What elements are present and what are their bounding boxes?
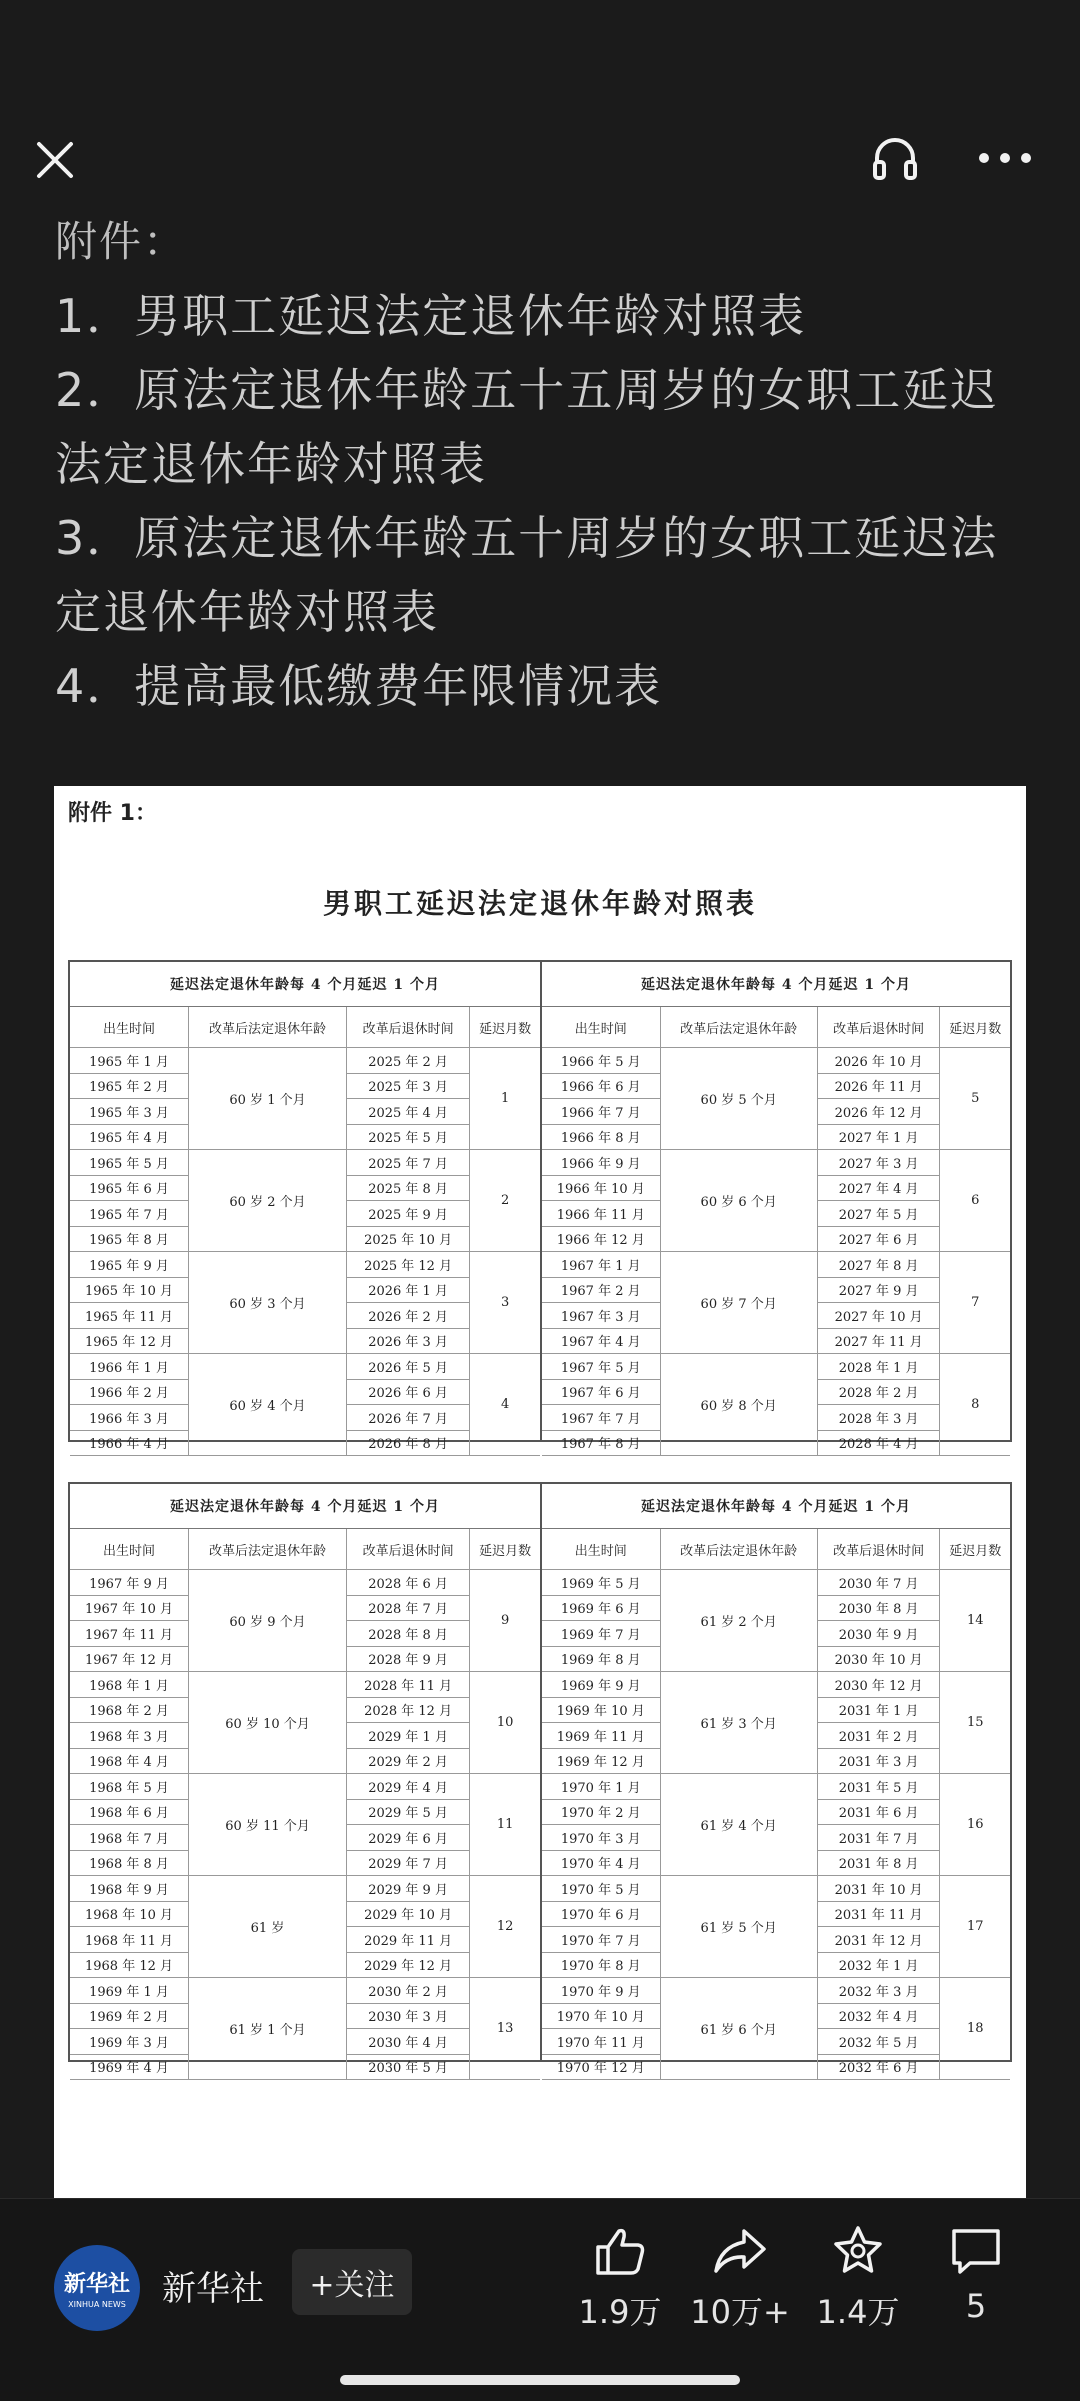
retirement-date-cell: 2031 年 3 月 [817,1748,940,1774]
column-header: 改革后退休时间 [347,1529,470,1570]
retirement-age-cell: 61 岁 4 个月 [660,1774,817,1876]
birth-date-cell: 1968 年 1 月 [70,1672,189,1698]
retirement-date-cell: 2030 年 4 月 [347,2029,470,2055]
table-row [542,1150,1010,1176]
section-header: 延迟法定退休年龄每 4 个月延迟 1 个月 [542,1484,1010,1529]
attachment-item: 2．原法定退休年龄五十五周岁的女职工延迟 [55,363,999,417]
birth-date-cell: 1968 年 2 月 [70,1697,189,1723]
table-block [68,1482,1012,2077]
retirement-date-cell: 2027 年 3 月 [817,1150,940,1176]
delay-months-cell: 6 [940,1150,1010,1252]
birth-date-cell: 1966 年 11 月 [542,1201,660,1227]
birth-date-cell: 1968 年 9 月 [70,1876,189,1902]
birth-date-cell: 1970 年 3 月 [542,1825,660,1851]
column-header: 出生时间 [70,1007,189,1048]
delay-months-cell: 9 [470,1570,540,1672]
birth-date-cell: 1967 年 5 月 [542,1354,660,1380]
retirement-date-cell: 2031 年 10 月 [817,1876,940,1902]
birth-date-cell: 1965 年 10 月 [70,1277,189,1303]
retirement-date-cell: 2027 年 8 月 [817,1252,940,1278]
share-count: 10万+ [690,2293,790,2331]
birth-date-cell: 1968 年 11 月 [70,1927,189,1953]
retirement-date-cell: 2028 年 3 月 [817,1405,940,1431]
like-count: 1.9万 [578,2293,662,2331]
table-row [542,1252,1010,1278]
table-row [542,1048,1010,1074]
retirement-age-cell: 60 岁 8 个月 [660,1354,817,1456]
delay-months-cell: 14 [940,1570,1010,1672]
retirement-age-cell: 61 岁 2 个月 [660,1570,817,1672]
retirement-age-cell: 60 岁 6 个月 [660,1150,817,1252]
retirement-age-cell: 61 岁 [189,1876,347,1978]
birth-date-cell: 1966 年 9 月 [542,1150,660,1176]
column-header: 延迟月数 [470,1007,540,1048]
retirement-date-cell: 2029 年 7 月 [347,1850,470,1876]
birth-date-cell: 1967 年 1 月 [542,1252,660,1278]
birth-date-cell: 1968 年 7 月 [70,1825,189,1851]
delay-months-cell: 16 [940,1774,1010,1876]
birth-date-cell: 1969 年 1 月 [70,1978,189,2004]
close-icon[interactable] [30,130,80,190]
retirement-date-cell: 2027 年 10 月 [817,1303,940,1329]
birth-date-cell: 1965 年 4 月 [70,1124,189,1150]
birth-date-cell: 1967 年 3 月 [542,1303,660,1329]
retirement-age-cell: 60 岁 5 个月 [660,1048,817,1150]
attachment-heading: 附件： [55,217,188,266]
retirement-date-cell: 2027 年 5 月 [817,1201,940,1227]
birth-date-cell: 1970 年 7 月 [542,1927,660,1953]
retirement-date-cell: 2026 年 10 月 [817,1048,940,1074]
retirement-date-cell: 2028 年 2 月 [817,1379,940,1405]
birth-date-cell: 1967 年 8 月 [542,1430,660,1456]
birth-date-cell: 1966 年 10 月 [542,1175,660,1201]
table-row [542,1774,1010,1800]
attachment-item: 4．提高最低缴费年限情况表 [55,659,663,713]
favorite-count: 1.4万 [816,2293,900,2331]
retirement-age-cell: 61 岁 6 个月 [660,1978,817,2080]
retirement-date-cell: 2029 年 4 月 [347,1774,470,1800]
retirement-date-cell: 2025 年 10 月 [347,1226,470,1252]
retirement-date-cell: 2029 年 11 月 [347,1927,470,1953]
retirement-date-cell: 2025 年 9 月 [347,1201,470,1227]
retirement-date-cell: 2025 年 8 月 [347,1175,470,1201]
birth-date-cell: 1966 年 12 月 [542,1226,660,1252]
headphones-icon[interactable] [865,128,925,188]
birth-date-cell: 1965 年 3 月 [70,1099,189,1125]
delay-months-cell: 8 [940,1354,1010,1456]
retirement-date-cell: 2030 年 12 月 [817,1672,940,1698]
section-header: 延迟法定退休年龄每 4 个月延迟 1 个月 [70,962,540,1007]
retirement-age-cell: 60 岁 10 个月 [189,1672,347,1774]
retirement-age-cell: 60 岁 1 个月 [189,1048,347,1150]
retirement-date-cell: 2027 年 9 月 [817,1277,940,1303]
birth-date-cell: 1967 年 11 月 [70,1621,189,1647]
birth-date-cell: 1968 年 6 月 [70,1799,189,1825]
birth-date-cell: 1967 年 2 月 [542,1277,660,1303]
comment-icon [948,2262,1004,2281]
birth-date-cell: 1968 年 10 月 [70,1901,189,1927]
birth-date-cell: 1969 年 9 月 [542,1672,660,1698]
comment-count: 5 [965,2287,987,2325]
birth-date-cell: 1969 年 3 月 [70,2029,189,2055]
table-row [542,1876,1010,1902]
retirement-date-cell: 2028 年 8 月 [347,1621,470,1647]
table-half-left [70,962,542,1453]
retirement-date-cell: 2029 年 2 月 [347,1748,470,1774]
retirement-date-cell: 2028 年 4 月 [817,1430,940,1456]
avatar[interactable] [54,2245,140,2331]
retirement-date-cell: 2028 年 11 月 [347,1672,470,1698]
birth-date-cell: 1969 年 10 月 [542,1697,660,1723]
table-block [68,960,1012,1453]
retirement-date-cell: 2026 年 7 月 [347,1405,470,1431]
birth-date-cell: 1969 年 12 月 [542,1748,660,1774]
delay-months-cell: 1 [470,1048,540,1150]
birth-date-cell: 1965 年 8 月 [70,1226,189,1252]
birth-date-cell: 1970 年 11 月 [542,2029,660,2055]
delay-months-cell: 7 [940,1252,1010,1354]
delay-months-cell: 4 [470,1354,540,1456]
top-bar [0,120,1080,200]
column-header: 延迟月数 [940,1529,1010,1570]
birth-date-cell: 1966 年 2 月 [70,1379,189,1405]
table-header-row [542,1529,1010,1570]
table-row [70,1150,540,1176]
retirement-age-cell: 61 岁 5 个月 [660,1876,817,1978]
table-row [70,1252,540,1278]
retirement-date-cell: 2032 年 3 月 [817,1978,940,2004]
retirement-table [542,1529,1010,2080]
retirement-date-cell: 2028 年 7 月 [347,1595,470,1621]
avatar-logo-subtext: XINHUA NEWS [68,2300,126,2309]
birth-date-cell: 1967 年 10 月 [70,1595,189,1621]
column-header: 改革后退休时间 [817,1007,940,1048]
retirement-date-cell: 2032 年 5 月 [817,2029,940,2055]
account-name[interactable]: 新华社 [162,2269,264,2309]
attachment-item: 3．原法定退休年龄五十周岁的女职工延迟法 [55,511,999,565]
table-half-left [70,1484,542,2077]
retirement-date-cell: 2026 年 1 月 [347,1277,470,1303]
birth-date-cell: 1970 年 9 月 [542,1978,660,2004]
table-half-right [542,1484,1010,2077]
retirement-date-cell: 2025 年 4 月 [347,1099,470,1125]
birth-date-cell: 1965 年 9 月 [70,1252,189,1278]
column-header: 出生时间 [70,1529,189,1570]
birth-date-cell: 1970 年 1 月 [542,1774,660,1800]
retirement-date-cell: 2032 年 4 月 [817,2003,940,2029]
retirement-date-cell: 2030 年 10 月 [817,1646,940,1672]
retirement-age-cell: 61 岁 1 个月 [189,1978,347,2080]
birth-date-cell: 1968 年 8 月 [70,1850,189,1876]
retirement-age-cell: 60 岁 7 个月 [660,1252,817,1354]
retirement-date-cell: 2026 年 11 月 [817,1073,940,1099]
retirement-date-cell: 2025 年 5 月 [347,1124,470,1150]
retirement-table [70,1007,540,1456]
document-title: 男职工延迟法定退休年龄对照表 [322,887,757,920]
bottom-bar [0,2198,1080,2401]
table-header-row [70,1007,540,1048]
delay-months-cell: 11 [470,1774,540,1876]
column-header: 改革后退休时间 [347,1007,470,1048]
retirement-date-cell: 2026 年 6 月 [347,1379,470,1405]
birth-date-cell: 1967 年 9 月 [70,1570,189,1596]
column-header: 延迟月数 [470,1529,540,1570]
retirement-date-cell: 2025 年 7 月 [347,1150,470,1176]
retirement-date-cell: 2026 年 3 月 [347,1328,470,1354]
retirement-date-cell: 2029 年 9 月 [347,1876,470,1902]
table-row [70,1978,540,2004]
birth-date-cell: 1965 年 11 月 [70,1303,189,1329]
retirement-age-cell: 61 岁 3 个月 [660,1672,817,1774]
retirement-date-cell: 2026 年 12 月 [817,1099,940,1125]
retirement-date-cell: 2031 年 7 月 [817,1825,940,1851]
birth-date-cell: 1970 年 5 月 [542,1876,660,1902]
birth-date-cell: 1969 年 5 月 [542,1570,660,1596]
retirement-date-cell: 2025 年 12 月 [347,1252,470,1278]
retirement-date-cell: 2029 年 6 月 [347,1825,470,1851]
retirement-table [542,1007,1010,1456]
retirement-date-cell: 2030 年 5 月 [347,2054,470,2080]
retirement-date-cell: 2029 年 10 月 [347,1901,470,1927]
retirement-date-cell: 2026 年 8 月 [347,1430,470,1456]
table-row [70,1354,540,1380]
favorite-button[interactable] [798,2225,918,2333]
delay-months-cell: 12 [470,1876,540,1978]
birth-date-cell: 1966 年 3 月 [70,1405,189,1431]
birth-date-cell: 1968 年 5 月 [70,1774,189,1800]
table-row [70,1048,540,1074]
retirement-age-cell: 60 岁 9 个月 [189,1570,347,1672]
section-header: 延迟法定退休年龄每 4 个月延迟 1 个月 [70,1484,540,1529]
table-row [542,1354,1010,1380]
follow-button[interactable]: +关注 [292,2249,412,2315]
home-indicator[interactable] [340,2375,740,2385]
column-header: 出生时间 [542,1007,660,1048]
table-row [70,1570,540,1596]
retirement-date-cell: 2028 年 9 月 [347,1646,470,1672]
retirement-date-cell: 2031 年 2 月 [817,1723,940,1749]
birth-date-cell: 1966 年 8 月 [542,1124,660,1150]
section-header: 延迟法定退休年龄每 4 个月延迟 1 个月 [542,962,1010,1007]
column-header: 延迟月数 [940,1007,1010,1048]
retirement-date-cell: 2031 年 5 月 [817,1774,940,1800]
retirement-date-cell: 2030 年 2 月 [347,1978,470,2004]
attachment-item: 1．男职工延迟法定退休年龄对照表 [55,289,807,343]
retirement-date-cell: 2027 年 11 月 [817,1328,940,1354]
birth-date-cell: 1966 年 6 月 [542,1073,660,1099]
birth-date-cell: 1965 年 6 月 [70,1175,189,1201]
star-icon [830,2262,886,2281]
birth-date-cell: 1970 年 2 月 [542,1799,660,1825]
share-button[interactable] [680,2225,800,2333]
retirement-age-cell: 60 岁 11 个月 [189,1774,347,1876]
avatar-logo-text: 新华社 [63,2272,130,2297]
birth-date-cell: 1968 年 4 月 [70,1748,189,1774]
retirement-date-cell: 2029 年 5 月 [347,1799,470,1825]
attachment-label: 附件 1： [68,801,157,826]
retirement-date-cell: 2029 年 12 月 [347,1952,470,1978]
birth-date-cell: 1969 年 6 月 [542,1595,660,1621]
like-button[interactable] [560,2225,680,2333]
delay-months-cell: 3 [470,1252,540,1354]
retirement-date-cell: 2032 年 1 月 [817,1952,940,1978]
table-header-row [542,1007,1010,1048]
retirement-date-cell: 2030 年 8 月 [817,1595,940,1621]
birth-date-cell: 1969 年 8 月 [542,1646,660,1672]
birth-date-cell: 1968 年 12 月 [70,1952,189,1978]
retirement-age-cell: 60 岁 2 个月 [189,1150,347,1252]
birth-date-cell: 1965 年 5 月 [70,1150,189,1176]
retirement-date-cell: 2030 年 7 月 [817,1570,940,1596]
column-header: 改革后法定退休年龄 [189,1529,347,1570]
retirement-date-cell: 2027 年 6 月 [817,1226,940,1252]
birth-date-cell: 1970 年 10 月 [542,2003,660,2029]
table-row [70,1774,540,1800]
retirement-date-cell: 2031 年 8 月 [817,1850,940,1876]
table-row [542,1570,1010,1596]
table-half-right [542,962,1010,1453]
retirement-date-cell: 2031 年 11 月 [817,1901,940,1927]
delay-months-cell: 13 [470,1978,540,2080]
birth-date-cell: 1970 年 8 月 [542,1952,660,1978]
retirement-table [70,1529,540,2080]
birth-date-cell: 1970 年 6 月 [542,1901,660,1927]
retirement-date-cell: 2028 年 1 月 [817,1354,940,1380]
attachment-list [55,205,1035,723]
birth-date-cell: 1970 年 4 月 [542,1850,660,1876]
column-header: 改革后退休时间 [817,1529,940,1570]
retirement-date-cell: 2025 年 3 月 [347,1073,470,1099]
retirement-date-cell: 2026 年 5 月 [347,1354,470,1380]
retirement-date-cell: 2032 年 6 月 [817,2054,940,2080]
column-header: 出生时间 [542,1529,660,1570]
retirement-date-cell: 2031 年 12 月 [817,1927,940,1953]
birth-date-cell: 1968 年 3 月 [70,1723,189,1749]
birth-date-cell: 1965 年 2 月 [70,1073,189,1099]
retirement-date-cell: 2029 年 1 月 [347,1723,470,1749]
comment-button[interactable] [916,2225,1036,2325]
retirement-date-cell: 2027 年 4 月 [817,1175,940,1201]
retirement-date-cell: 2030 年 3 月 [347,2003,470,2029]
attachment-item: 法定退休年龄对照表 [55,437,487,491]
delay-months-cell: 15 [940,1672,1010,1774]
table-header-row [70,1529,540,1570]
retirement-age-cell: 60 岁 4 个月 [189,1354,347,1456]
birth-date-cell: 1969 年 4 月 [70,2054,189,2080]
column-header: 改革后法定退休年龄 [660,1529,817,1570]
birth-date-cell: 1966 年 1 月 [70,1354,189,1380]
retirement-age-cell: 60 岁 3 个月 [189,1252,347,1354]
birth-date-cell: 1970 年 12 月 [542,2054,660,2080]
table-row [70,1876,540,1902]
birth-date-cell: 1966 年 7 月 [542,1099,660,1125]
column-header: 改革后法定退休年龄 [189,1007,347,1048]
more-icon[interactable] [975,128,1035,188]
table-row [542,1978,1010,2004]
delay-months-cell: 2 [470,1150,540,1252]
retirement-date-cell: 2027 年 1 月 [817,1124,940,1150]
birth-date-cell: 1969 年 7 月 [542,1621,660,1647]
retirement-date-cell: 2031 年 1 月 [817,1697,940,1723]
thumbs-up-icon [592,2262,648,2281]
birth-date-cell: 1967 年 6 月 [542,1379,660,1405]
table-row [542,1672,1010,1698]
delay-months-cell: 18 [940,1978,1010,2080]
delay-months-cell: 10 [470,1672,540,1774]
document-image[interactable] [54,786,1026,2198]
retirement-date-cell: 2031 年 6 月 [817,1799,940,1825]
retirement-date-cell: 2028 年 12 月 [347,1697,470,1723]
retirement-date-cell: 2026 年 2 月 [347,1303,470,1329]
birth-date-cell: 1969 年 2 月 [70,2003,189,2029]
birth-date-cell: 1965 年 12 月 [70,1328,189,1354]
retirement-date-cell: 2025 年 2 月 [347,1048,470,1074]
birth-date-cell: 1965 年 7 月 [70,1201,189,1227]
table-row [70,1672,540,1698]
birth-date-cell: 1967 年 4 月 [542,1328,660,1354]
column-header: 改革后法定退休年龄 [660,1007,817,1048]
attachment-item: 定退休年龄对照表 [55,585,439,639]
birth-date-cell: 1966 年 4 月 [70,1430,189,1456]
birth-date-cell: 1967 年 7 月 [542,1405,660,1431]
birth-date-cell: 1966 年 5 月 [542,1048,660,1074]
delay-months-cell: 17 [940,1876,1010,1978]
retirement-date-cell: 2028 年 6 月 [347,1570,470,1596]
retirement-date-cell: 2030 年 9 月 [817,1621,940,1647]
share-icon [712,2262,768,2281]
birth-date-cell: 1967 年 12 月 [70,1646,189,1672]
delay-months-cell: 5 [940,1048,1010,1150]
birth-date-cell: 1969 年 11 月 [542,1723,660,1749]
birth-date-cell: 1965 年 1 月 [70,1048,189,1074]
